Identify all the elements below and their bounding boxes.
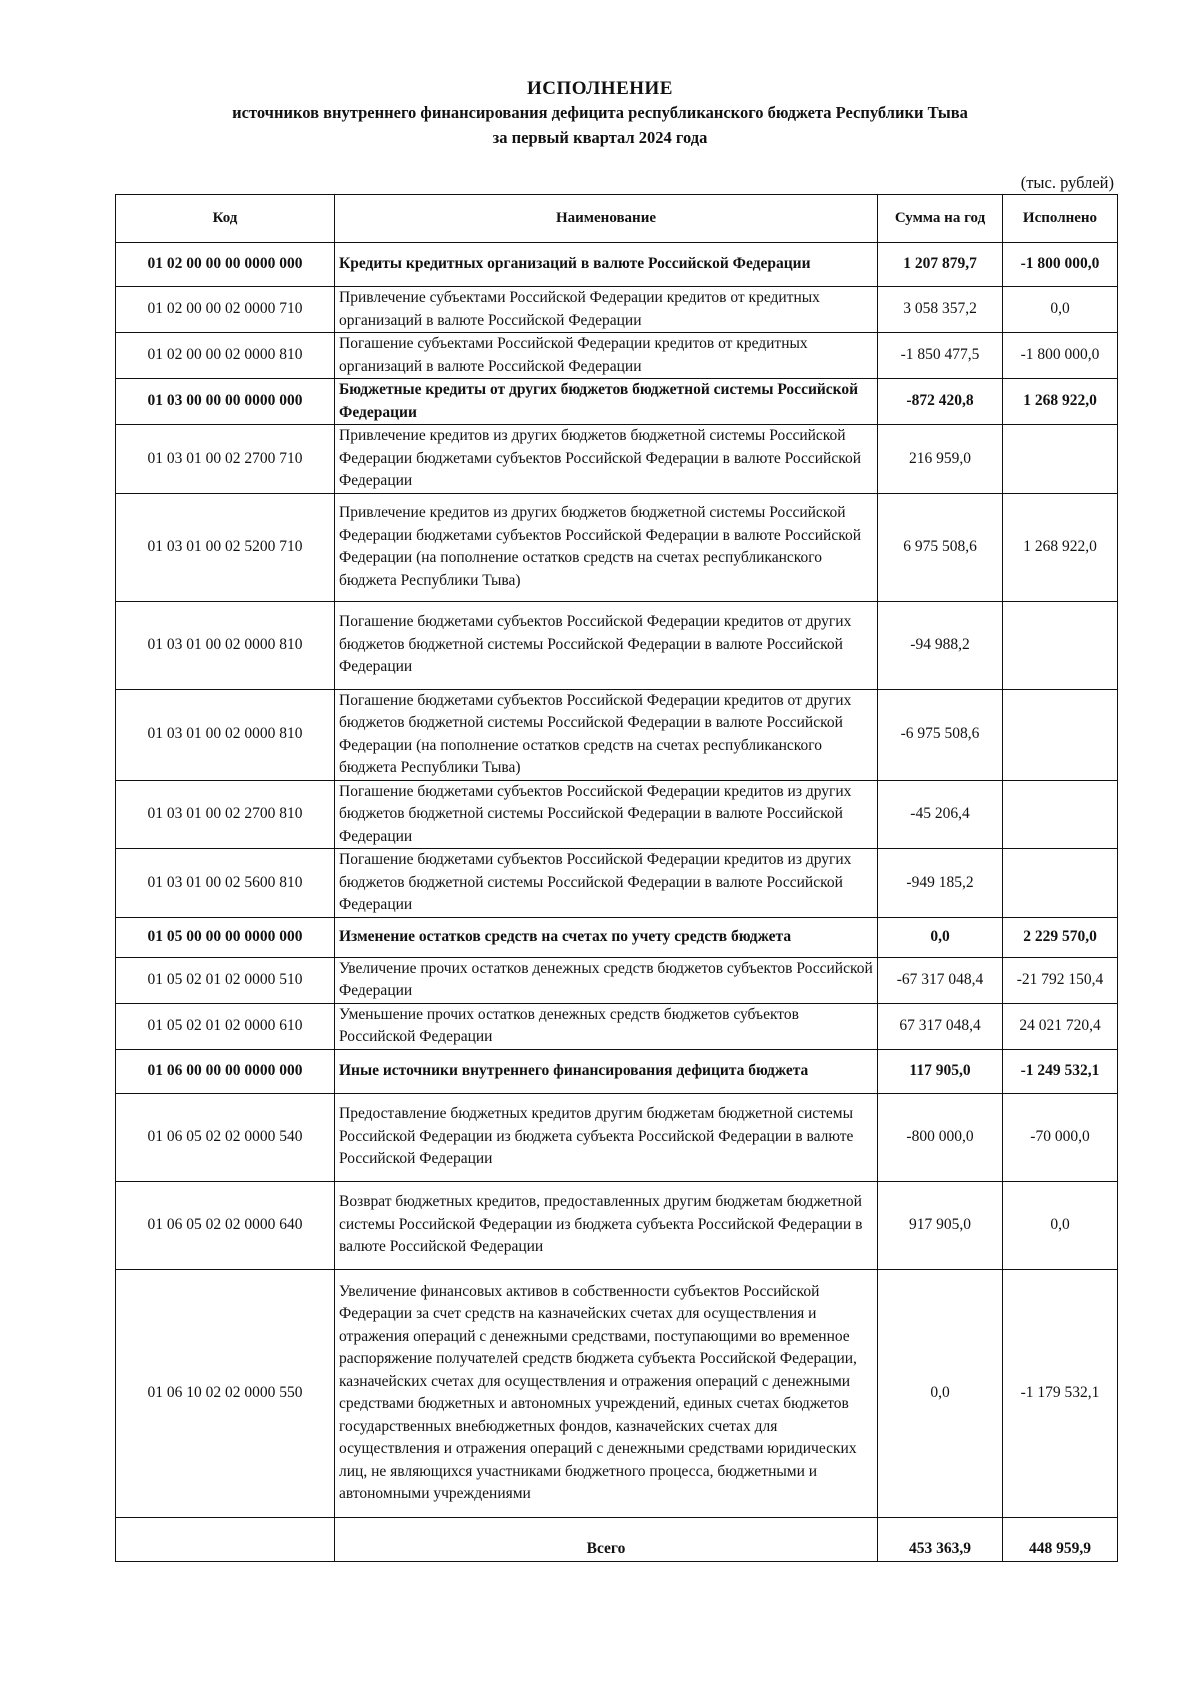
- budget-sources-table: [115, 194, 1118, 1562]
- table-row: [116, 333, 1118, 379]
- row-code: 01 03 01 00 02 5200 710: [116, 493, 335, 601]
- row-code: 01 05 02 01 02 0000 610: [116, 1003, 335, 1049]
- row-name: Увеличение прочих остатков денежных средств бюджетов субъектов Российской Федерации: [335, 957, 878, 1003]
- row-code: 01 03 00 00 00 0000 000: [116, 379, 335, 425]
- table-row: [116, 1049, 1118, 1093]
- row-name: Погашение бюджетами субъектов Российской Федерации кредитов от других бюджетов бюджетной системы Российской Федерации в валюте Российской Федерации (на пополнение остатков средств на счетах республиканского бюджета Республики Тыва): [335, 689, 878, 780]
- table-row: [116, 1003, 1118, 1049]
- row-code: 01 03 01 00 02 0000 810: [116, 689, 335, 780]
- table-header-row: [116, 195, 1118, 243]
- row-executed: [1003, 601, 1118, 689]
- row-name: Погашение бюджетами субъектов Российской Федерации кредитов из других бюджетов бюджетной системы Российской Федерации в валюте Российской Федерации: [335, 849, 878, 918]
- row-executed: -1 800 000,0: [1003, 333, 1118, 379]
- total-label: Всего: [335, 1517, 878, 1561]
- row-executed: -1 179 532,1: [1003, 1269, 1118, 1517]
- row-name: Привлечение субъектами Российской Федерации кредитов от кредитных организаций в валюте Российской Федерации: [335, 287, 878, 333]
- row-executed: -70 000,0: [1003, 1093, 1118, 1181]
- row-year-sum: -800 000,0: [878, 1093, 1003, 1181]
- table-row: [116, 849, 1118, 918]
- table-row: [116, 917, 1118, 957]
- row-name: Уменьшение прочих остатков денежных средств бюджетов субъектов Российской Федерации: [335, 1003, 878, 1049]
- row-code: 01 03 01 00 02 5600 810: [116, 849, 335, 918]
- row-name: Возврат бюджетных кредитов, предоставленных другим бюджетам бюджетной системы Российской Федерации из бюджета субъекта Российской Федерации в валюте Российской Федерации: [335, 1181, 878, 1269]
- table-row: [116, 1093, 1118, 1181]
- column-header-name: Наименование: [335, 195, 878, 243]
- row-executed: 24 021 720,4: [1003, 1003, 1118, 1049]
- table-row: [116, 780, 1118, 849]
- column-header-year-sum: Сумма на год: [878, 195, 1003, 243]
- row-executed: -21 792 150,4: [1003, 957, 1118, 1003]
- row-code: 01 02 00 00 02 0000 710: [116, 287, 335, 333]
- table-row: [116, 601, 1118, 689]
- table-row: [116, 957, 1118, 1003]
- row-year-sum: 6 975 508,6: [878, 493, 1003, 601]
- row-name: Кредиты кредитных организаций в валюте Российской Федерации: [335, 243, 878, 287]
- row-name: Бюджетные кредиты от других бюджетов бюджетной системы Российской Федерации: [335, 379, 878, 425]
- row-name: Привлечение кредитов из других бюджетов бюджетной системы Российской Федерации бюджетами субъектов Российской Федерации в валюте Российской Федерации (на пополнение остатков средств на счетах республиканского бюджета Республики Тыва): [335, 493, 878, 601]
- row-year-sum: 0,0: [878, 917, 1003, 957]
- row-executed: 0,0: [1003, 1181, 1118, 1269]
- row-year-sum: -6 975 508,6: [878, 689, 1003, 780]
- table-row: [116, 287, 1118, 333]
- row-executed: [1003, 425, 1118, 494]
- row-code: 01 03 01 00 02 0000 810: [116, 601, 335, 689]
- row-executed: -1 249 532,1: [1003, 1049, 1118, 1093]
- table-row: [116, 1181, 1118, 1269]
- row-year-sum: -949 185,2: [878, 849, 1003, 918]
- row-year-sum: -67 317 048,4: [878, 957, 1003, 1003]
- table-row: [116, 243, 1118, 287]
- row-executed: 2 229 570,0: [1003, 917, 1118, 957]
- row-code: 01 02 00 00 00 0000 000: [116, 243, 335, 287]
- row-code: 01 02 00 00 02 0000 810: [116, 333, 335, 379]
- row-code: 01 03 01 00 02 2700 710: [116, 425, 335, 494]
- row-executed: 0,0: [1003, 287, 1118, 333]
- column-header-code: Код: [116, 195, 335, 243]
- row-name: Погашение бюджетами субъектов Российской Федерации кредитов из других бюджетов бюджетной системы Российской Федерации в валюте Российской Федерации: [335, 780, 878, 849]
- row-year-sum: -872 420,8: [878, 379, 1003, 425]
- row-code: 01 05 00 00 00 0000 000: [116, 917, 335, 957]
- row-year-sum: 216 959,0: [878, 425, 1003, 494]
- row-name: Предоставление бюджетных кредитов другим бюджетам бюджетной системы Российской Федерации из бюджета субъекта Российской Федерации в валюте Российской Федерации: [335, 1093, 878, 1181]
- row-name: Погашение субъектами Российской Федерации кредитов от кредитных организаций в валюте Российской Федерации: [335, 333, 878, 379]
- row-year-sum: -1 850 477,5: [878, 333, 1003, 379]
- row-code: 01 06 05 02 02 0000 640: [116, 1181, 335, 1269]
- row-executed: -1 800 000,0: [1003, 243, 1118, 287]
- row-executed: 1 268 922,0: [1003, 379, 1118, 425]
- row-code: 01 06 05 02 02 0000 540: [116, 1093, 335, 1181]
- table-row: [116, 689, 1118, 780]
- row-executed: [1003, 849, 1118, 918]
- total-executed: 448 959,9: [1003, 1517, 1118, 1561]
- row-name: Привлечение кредитов из других бюджетов бюджетной системы Российской Федерации бюджетами субъектов Российской Федерации в валюте Российской Федерации: [335, 425, 878, 494]
- total-row: [116, 1517, 1118, 1561]
- row-executed: [1003, 689, 1118, 780]
- row-year-sum: 0,0: [878, 1269, 1003, 1517]
- row-year-sum: -45 206,4: [878, 780, 1003, 849]
- row-year-sum: -94 988,2: [878, 601, 1003, 689]
- table-row: [116, 425, 1118, 494]
- row-executed: [1003, 780, 1118, 849]
- row-year-sum: 67 317 048,4: [878, 1003, 1003, 1049]
- row-year-sum: 117 905,0: [878, 1049, 1003, 1093]
- total-year-sum: 453 363,9: [878, 1517, 1003, 1561]
- row-year-sum: 3 058 357,2: [878, 287, 1003, 333]
- row-name: Увеличение финансовых активов в собственности субъектов Российской Федерации за счет средств на казначейских счетах для осуществления и отражения операций с денежными средствами, поступающими во временное распоряжение получателей средств бюджета субъекта Российской Федерации, казначейских счетах для осуществления и отражения операций с денежными средствами бюджетных и автономных учреждений, единых счетах бюджетов государственных внебюджетных фондов, казначейских счетах для осуществления и отражения операций с денежными средствами юридических лиц, не являющихся участниками бюджетного процесса, бюджетными и автономными учреждениями: [335, 1269, 878, 1517]
- table-row: [116, 1269, 1118, 1517]
- column-header-executed: Исполнено: [1003, 195, 1118, 243]
- row-year-sum: 1 207 879,7: [878, 243, 1003, 287]
- table-row: [116, 379, 1118, 425]
- row-code: 01 06 00 00 00 0000 000: [116, 1049, 335, 1093]
- table-body: [116, 243, 1118, 1562]
- total-code: [116, 1517, 335, 1561]
- row-name: Изменение остатков средств на счетах по учету средств бюджета: [335, 917, 878, 957]
- row-name: Погашение бюджетами субъектов Российской Федерации кредитов от других бюджетов бюджетной системы Российской Федерации в валюте Российской Федерации: [335, 601, 878, 689]
- row-year-sum: 917 905,0: [878, 1181, 1003, 1269]
- units-note: (тыс. рублей): [1020, 173, 1114, 192]
- row-name: Иные источники внутреннего финансирования дефицита бюджета: [335, 1049, 878, 1093]
- row-executed: 1 268 922,0: [1003, 493, 1118, 601]
- row-code: 01 06 10 02 02 0000 550: [116, 1269, 335, 1517]
- document-title: ИСПОЛНЕНИЕ: [527, 78, 673, 99]
- row-code: 01 03 01 00 02 2700 810: [116, 780, 335, 849]
- table-row: [116, 493, 1118, 601]
- row-code: 01 05 02 01 02 0000 510: [116, 957, 335, 1003]
- document-period: за первый квартал 2024 года: [492, 128, 708, 147]
- document-subtitle: источников внутреннего финансирования дефицита республиканского бюджета Республики Тыва: [232, 103, 968, 122]
